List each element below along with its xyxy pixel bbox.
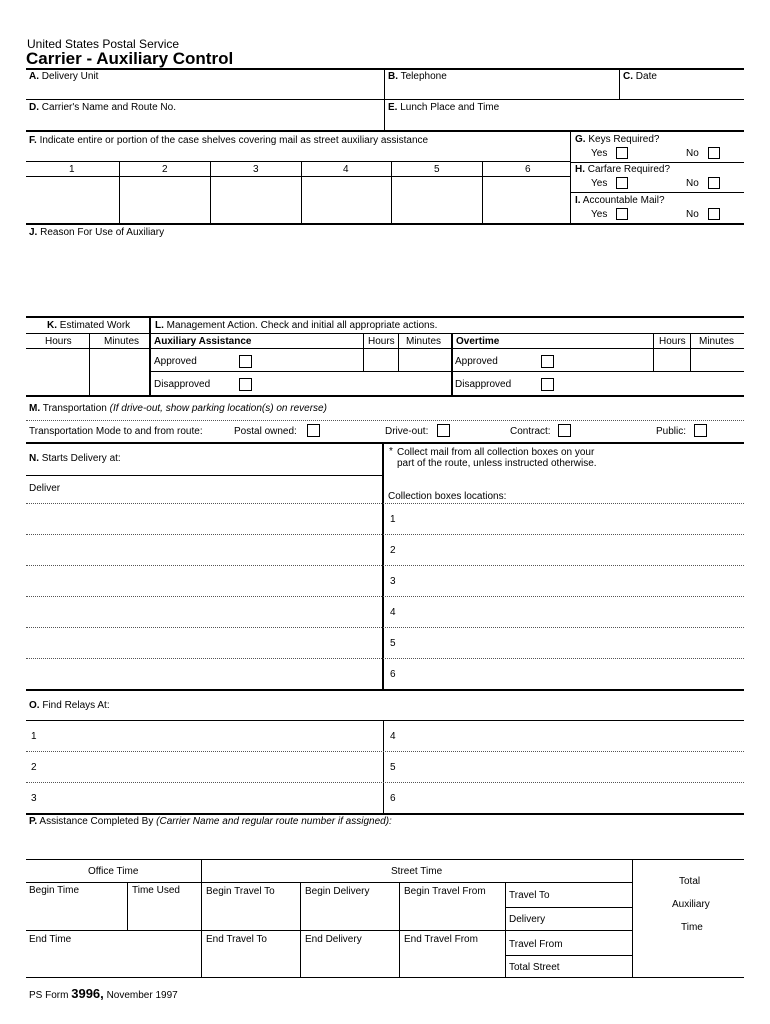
carfare-yes-checkbox[interactable] [616,177,628,189]
collection-box-field-1[interactable] [400,504,743,533]
divider [26,130,744,132]
deliver-line-field[interactable] [27,566,381,595]
divider [690,333,691,371]
date-field[interactable] [621,69,743,99]
estimated-hours-field[interactable] [27,349,88,394]
divider [26,420,744,421]
divider [384,69,385,131]
assistance-completed-by-field[interactable] [27,830,743,858]
no-label: No [686,209,699,220]
ot-approved-label: Approved [455,356,498,367]
begin-travel-from-label: Begin Travel From [404,886,486,897]
begin-time-label: Begin Time [29,885,80,896]
end-travel-to-field[interactable] [202,947,299,976]
collect-note-line2: part of the route, unless instructed otherwise. [397,458,597,469]
divider [26,689,744,691]
aux-disapproved-label: Disapproved [154,379,211,390]
keys-no-checkbox[interactable] [708,147,720,159]
relay-field-3[interactable] [42,783,382,812]
collection-box-4-number: 4 [390,607,396,618]
relay-2-number: 2 [31,762,37,773]
shelf-col-4: 4 [343,164,349,175]
relay-field-1[interactable] [42,721,382,750]
keys-yes-checkbox[interactable] [616,147,628,159]
divider [383,720,384,813]
total-street-label: Total Street [509,962,560,973]
ot-minutes-field[interactable] [692,349,743,370]
relay-field-5[interactable] [400,752,743,781]
time-label: Time [681,922,703,933]
relay-1-number: 1 [31,731,37,742]
accountable-no-checkbox[interactable] [708,208,720,220]
field-d-label: D. Carrier's Name and Route No. [29,102,176,113]
carrier-name-route-field[interactable] [27,100,383,130]
shelf-col-5: 5 [434,164,440,175]
aux-hours-field[interactable] [365,349,397,370]
deliver-line-field[interactable] [27,597,381,626]
collection-box-field-5[interactable] [400,628,743,657]
collection-box-field-2[interactable] [400,535,743,564]
field-c-label: C. Date [623,71,657,82]
yes-label: Yes [591,148,608,159]
drive-out-label: Drive-out: [385,426,429,437]
relay-field-6[interactable] [400,783,743,812]
divider [26,316,744,318]
divider [26,333,149,334]
contract-label: Contract: [510,426,551,437]
divider [26,475,382,476]
divider [26,223,744,225]
carfare-no-checkbox[interactable] [708,177,720,189]
divider [149,317,151,395]
relay-5-number: 5 [390,762,396,773]
collect-note-line1: Collect mail from all collection boxes on your [397,447,595,458]
shelf-col-3: 3 [253,164,259,175]
begin-travel-to-field[interactable] [202,899,299,929]
deliver-label: Deliver [29,483,61,494]
divider [26,930,632,931]
shelf-field-4[interactable] [302,177,390,223]
accountable-yes-checkbox[interactable] [616,208,628,220]
divider [398,333,399,371]
field-e-label: E. Lunch Place and Time [388,102,500,113]
collection-box-field-4[interactable] [400,597,743,626]
end-time-label: End Time [29,934,72,945]
telephone-field[interactable] [386,69,618,99]
aux-minutes-field[interactable] [400,349,450,370]
divider [451,333,453,395]
shelf-field-3[interactable] [211,177,300,223]
divider [505,955,632,956]
divider [653,333,654,371]
collection-box-field-6[interactable] [400,659,743,688]
ot-disapproved-label: Disapproved [455,379,512,390]
field-g-label: G. Keys Required? [575,134,660,145]
ot-hours-label: Hours [659,336,686,347]
k-hours-label: Hours [45,336,72,347]
divider [382,443,384,689]
shelf-field-2[interactable] [120,177,209,223]
begin-delivery-label: Begin Delivery [305,886,370,897]
street-time-heading: Street Time [391,866,443,877]
delivery-unit-field[interactable] [27,69,383,99]
divider [26,882,632,883]
field-l-label: L. Management Action. Check and initial all appropriate actions. [155,320,438,331]
field-b-label: B. Telephone [388,71,447,82]
estimated-minutes-field[interactable] [90,349,148,394]
office-time-heading: Office Time [88,866,139,877]
no-label: No [686,178,699,189]
divider [570,162,744,163]
divider [26,161,570,162]
transport-mode-label: Transportation Mode to and from route: [29,426,203,437]
field-i-label: I. Accountable Mail? [575,195,665,206]
ot-minutes-label: Minutes [699,336,735,347]
divider [26,813,744,815]
aux-disapproved-checkbox[interactable] [239,378,252,391]
divider [632,859,633,977]
deliver-line-field[interactable] [27,628,381,657]
travel-to-label: Travel To [509,890,550,901]
divider [570,131,571,224]
divider [151,371,744,372]
collection-box-2-number: 2 [390,545,396,556]
deliver-line-field[interactable] [27,659,381,688]
end-delivery-field[interactable] [301,947,398,976]
aux-approved-checkbox[interactable] [239,355,252,368]
collect-note-star: * [389,446,393,457]
drive-out-checkbox[interactable] [437,424,450,437]
shelf-field-6[interactable] [483,177,569,223]
divider [505,907,632,908]
end-travel-from-field[interactable] [400,947,504,976]
begin-travel-from-field[interactable] [400,899,504,929]
overtime-heading: Overtime [456,336,500,347]
shelf-col-2: 2 [162,164,168,175]
field-j-label: J. Reason For Use of Auxiliary [29,227,165,238]
field-h-label: H. Carfare Required? [575,164,671,175]
end-travel-to-label: End Travel To [206,934,267,945]
field-m-label: M. Transportation (If drive-out, show parking location(s) on reverse) [29,403,327,414]
relay-field-4[interactable] [400,721,743,750]
shelf-field-1[interactable] [27,177,118,223]
field-o-label: O. Find Relays At: [29,700,110,711]
total-label: Total [679,876,701,887]
form-title: Carrier - Auxiliary Control [26,49,234,68]
total-auxiliary-time-field[interactable] [634,938,743,976]
field-k-label: K. Estimated Work [47,320,131,331]
form-footer: PS Form 3996, November 1997 [29,986,178,1001]
agency-name: United States Postal Service [27,37,180,51]
travel-from-label: Travel From [509,939,563,950]
shelf-col-6: 6 [525,164,531,175]
end-delivery-label: End Delivery [305,934,362,945]
field-a-label: A. Delivery Unit [29,71,99,82]
relay-6-number: 6 [390,793,396,804]
public-label: Public: [656,426,687,437]
begin-time-field[interactable] [27,898,126,929]
begin-travel-to-label: Begin Travel To [206,886,275,897]
divider [619,69,620,100]
ot-hours-field[interactable] [655,349,689,370]
auxiliary-assistance-heading: Auxiliary Assistance [154,336,252,347]
yes-label: Yes [591,178,608,189]
time-used-label: Time Used [132,885,180,896]
aux-minutes-label: Minutes [406,336,442,347]
ot-approved-checkbox[interactable] [541,355,554,368]
ot-disapproved-checkbox[interactable] [541,378,554,391]
public-checkbox[interactable] [694,424,707,437]
field-p-label: P. Assistance Completed By (Carrier Name and regular route number if assigned): [29,816,392,827]
no-label: No [686,148,699,159]
postal-owned-label: Postal owned: [234,426,297,437]
relay-4-number: 4 [390,731,396,742]
aux-hours-label: Hours [368,336,395,347]
divider [363,333,364,371]
end-time-field[interactable] [27,947,200,976]
end-travel-from-label: End Travel From [404,934,478,945]
shelf-col-1: 1 [69,164,75,175]
lunch-place-time-field[interactable] [386,100,743,130]
reason-field[interactable] [27,240,743,315]
divider [26,859,744,860]
collection-box-1-number: 1 [390,514,396,525]
collection-boxes-label: Collection boxes locations: [388,491,507,502]
collection-box-3-number: 3 [390,576,396,587]
collection-box-6-number: 6 [390,669,396,680]
contract-checkbox[interactable] [558,424,571,437]
aux-approved-label: Approved [154,356,197,367]
divider [151,333,744,334]
begin-delivery-field[interactable] [301,899,398,929]
field-n-label: N. Starts Delivery at: [29,453,121,464]
divider [570,192,744,193]
deliver-line-field[interactable] [27,504,381,533]
collection-box-field-3[interactable] [400,566,743,595]
starts-delivery-field[interactable] [27,444,381,474]
collection-box-5-number: 5 [390,638,396,649]
delivery-label: Delivery [509,914,546,925]
divider [26,977,744,978]
relay-field-2[interactable] [42,752,382,781]
k-minutes-label: Minutes [104,336,140,347]
shelf-field-5[interactable] [392,177,481,223]
relay-3-number: 3 [31,793,37,804]
field-f-label: F. Indicate entire or portion of the case shelves covering mail as street auxiliary assistance [29,135,429,146]
yes-label: Yes [591,209,608,220]
postal-owned-checkbox[interactable] [307,424,320,437]
deliver-line-field[interactable] [27,535,381,564]
divider [26,395,744,397]
auxiliary-label: Auxiliary [672,899,710,910]
